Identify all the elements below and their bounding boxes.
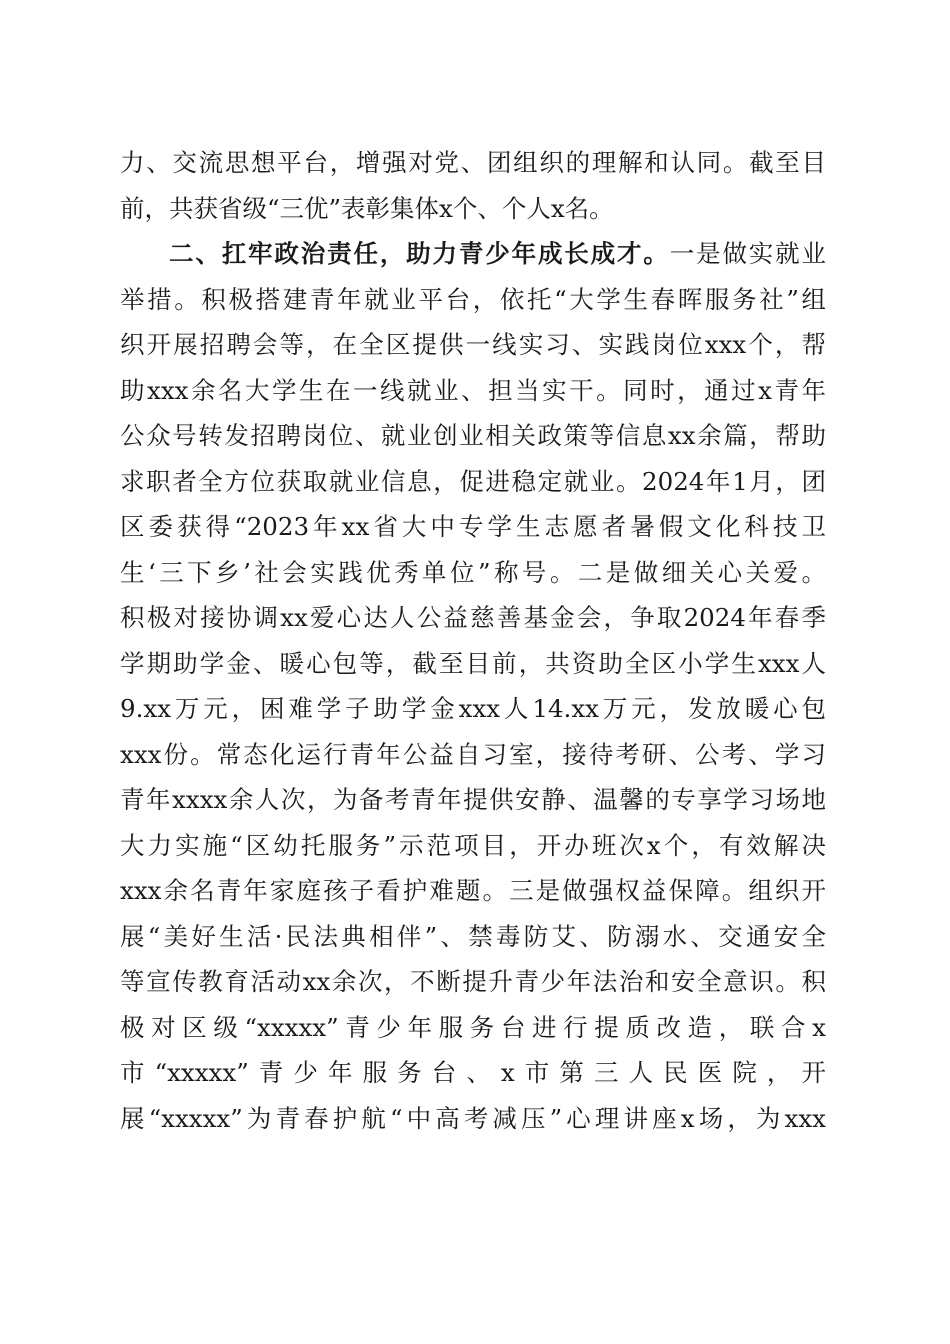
para2-line: 市“xxxxx”青少年服务台、x市第三人民医院，开 bbox=[120, 1058, 826, 1087]
para2-line: 积极对接协调xx爱心达人公益慈善基金会，争取2024年春季 bbox=[120, 603, 826, 632]
para2-line: xxx余名青年家庭孩子看护难题。三是做强权益保障。组织开 bbox=[120, 876, 826, 905]
para2-line: 举措。积极搭建青年就业平台，依托“大学生春晖服务社”组 bbox=[120, 284, 826, 314]
para2-line: 大力实施“区幼托服务”示范项目，开办班次x个，有效解决 bbox=[120, 830, 826, 860]
para2-line: 展“美好生活·民法典相伴”、禁毒防艾、防溺水、交通安全 bbox=[120, 921, 826, 951]
para2-line: 区委获得“2023年xx省大中专学生志愿者暑假文化科技卫 bbox=[120, 512, 826, 541]
para2-line: 学期助学金、暖心包等，截至目前，共资助全区小学生xxx人 bbox=[120, 648, 826, 678]
para1-line-2: 前，共获省级“三优”表彰集体x个、个人x名。 bbox=[120, 193, 614, 223]
para2-line-1 bbox=[120, 231, 826, 277]
para2-line: xxx份。常态化运行青年公益自习室，接待考研、公考、学习 bbox=[120, 739, 826, 769]
para2-line: 极对区级“xxxxx”青少年服务台进行提质改造，联合x bbox=[120, 1012, 826, 1042]
document-body bbox=[120, 140, 826, 1141]
para2-line: 生‘三下乡’社会实践优秀单位”称号。二是做细关心关爱。 bbox=[120, 557, 826, 587]
para2-line: 求职者全方位获取就业信息，促进稳定就业。2024年1月，团 bbox=[120, 466, 826, 496]
para2-heading: 二、扛牢政治责任，助力青少年成长成才。 bbox=[169, 239, 670, 268]
para2-line: 青年xxxx余人次，为备考青年提供安静、温馨的专享学习场地 bbox=[120, 785, 826, 814]
para2-first-line-rest: 一是做实就业 bbox=[669, 239, 827, 268]
para2-line: 等宣传教育活动xx余次，不断提升青少年法治和安全意识。积 bbox=[120, 967, 826, 996]
para2-line: 展“xxxxx”为青春护航“中高考减压”心理讲座x场，为xxx bbox=[120, 1103, 826, 1133]
para1-line-1: 力、交流思想平台，增强对党、团组织的理解和认同。截至目 bbox=[120, 148, 826, 177]
para2-line: 织开展招聘会等，在全区提供一线实习、实践岗位xxx个，帮 bbox=[120, 330, 826, 359]
para2-line: 公众号转发招聘岗位、就业创业相关政策等信息xx余篇，帮助 bbox=[120, 421, 826, 450]
para2-line: 助xxx余名大学生在一线就业、担当实干。同时，通过x青年 bbox=[120, 375, 826, 405]
para2-line: 9.xx万元，困难学子助学金xxx人14.xx万元，发放暖心包 bbox=[120, 694, 826, 723]
